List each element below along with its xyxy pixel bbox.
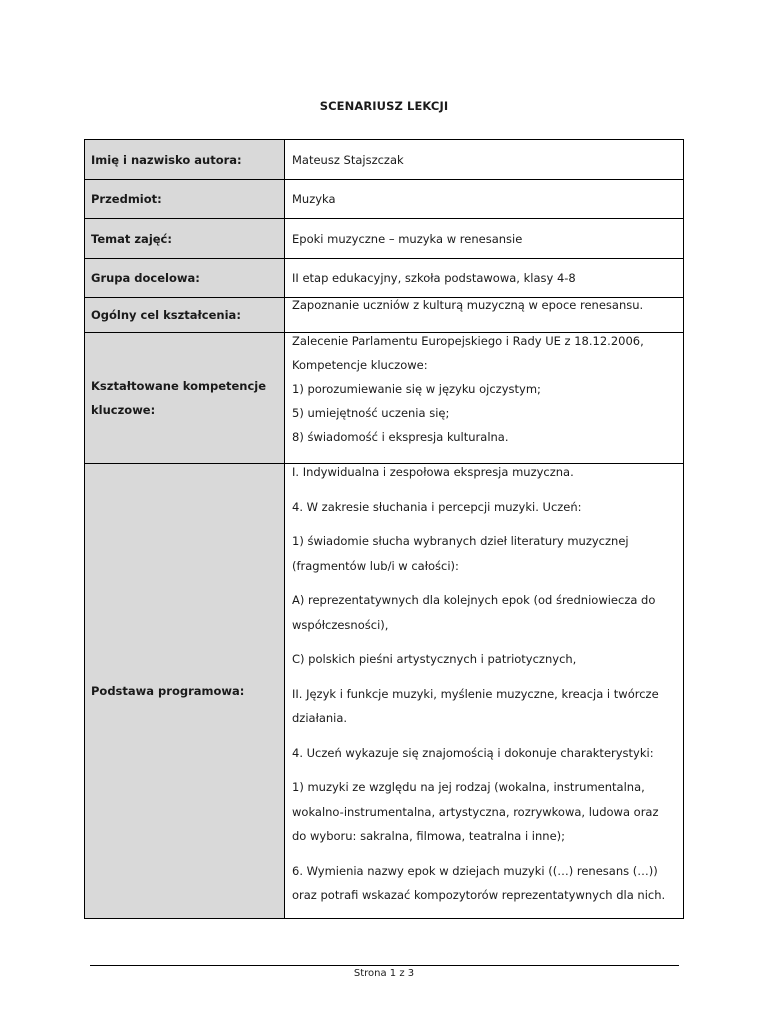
row-value xyxy=(285,140,684,180)
row-value xyxy=(285,180,684,219)
value-text: A) reprezentatywnych dla kolejnych epok (od średniowiecza do współczesności), xyxy=(292,593,656,632)
value-text: 1) porozumiewanie się w języku ojczystym; xyxy=(292,382,541,396)
row-value xyxy=(285,298,684,333)
row-label: Podstawa programowa: xyxy=(85,464,285,919)
value-text: Zalecenie Parlamentu Europejskiego i Rady UE z 18.12.2006, xyxy=(292,334,644,348)
value-text: Epoki muzyczne – muzyka w renesansie xyxy=(292,231,523,246)
footer-divider xyxy=(90,965,679,966)
row-value xyxy=(285,219,684,259)
table-row xyxy=(85,219,684,259)
row-label xyxy=(85,333,285,464)
value-text: C) polskich pieśni artystycznych i patriotycznych, xyxy=(292,652,577,666)
row-value xyxy=(285,259,684,298)
table-row xyxy=(85,180,684,219)
row-label-text: Kształtowane kompetencje kluczowe: xyxy=(91,379,267,417)
value-text: 6. Wymienia nazwy epok w dziejach muzyki ((…) renesans (…)) oraz potrafi wskazać kompozytorów reprezentatywnych dla nich. xyxy=(292,863,666,902)
value-text: 1) muzyki ze względu na jej rodzaj (wokalna, instrumentalna, wokalno-instrumentalna, artystyczna, rozrywkowa, ludowa oraz do wyboru: sakralna, filmowa, teatralna i inne); xyxy=(292,780,659,843)
row-label: Ogólny cel kształcenia: xyxy=(85,298,285,333)
page-number: Strona 1 z 3 xyxy=(353,968,415,979)
table-row xyxy=(85,140,684,180)
row-value xyxy=(285,464,684,919)
row-label: Temat zajęć: xyxy=(85,219,285,259)
table-row xyxy=(85,298,684,333)
table-row xyxy=(85,259,684,298)
value-text: II etap edukacyjny, szkoła podstawowa, klasy 4-8 xyxy=(292,271,576,285)
row-label: Grupa docelowa: xyxy=(85,259,285,298)
row-label: Imię i nazwisko autora: xyxy=(85,140,285,180)
page-title: SCENARIUSZ LEKCJI xyxy=(319,99,449,113)
row-value xyxy=(285,333,684,464)
table-row xyxy=(85,333,684,464)
value-text: I. Indywidualna i zespołowa ekspresja muzyczna. xyxy=(292,465,574,479)
value-text: 5) umiejętność uczenia się; xyxy=(292,406,450,420)
value-text: 4. W zakresie słuchania i percepcji muzyki. Uczeń: xyxy=(292,499,582,514)
value-text: 1) świadomie słucha wybranych dzieł literatury muzycznej (fragmentów lub/i w całości): xyxy=(292,534,629,573)
value-text: Mateusz Stajszczak xyxy=(292,152,404,167)
lesson-table xyxy=(84,139,684,919)
value-text: 4. Uczeń wykazuje się znajomością i dokonuje charakterystyki: xyxy=(292,745,654,760)
value-text: 8) świadomość i ekspresja kulturalna. xyxy=(292,430,509,444)
value-text: Zapoznanie uczniów z kulturą muzyczną w epoce renesansu. xyxy=(292,298,644,312)
row-label: Przedmiot: xyxy=(85,180,285,219)
value-text: II. Język i funkcje muzyki, myślenie muzyczne, kreacja i twórcze działania. xyxy=(292,686,659,725)
table-row xyxy=(85,464,684,919)
value-text: Kompetencje kluczowe: xyxy=(292,358,428,372)
value-text: Muzyka xyxy=(292,192,336,206)
